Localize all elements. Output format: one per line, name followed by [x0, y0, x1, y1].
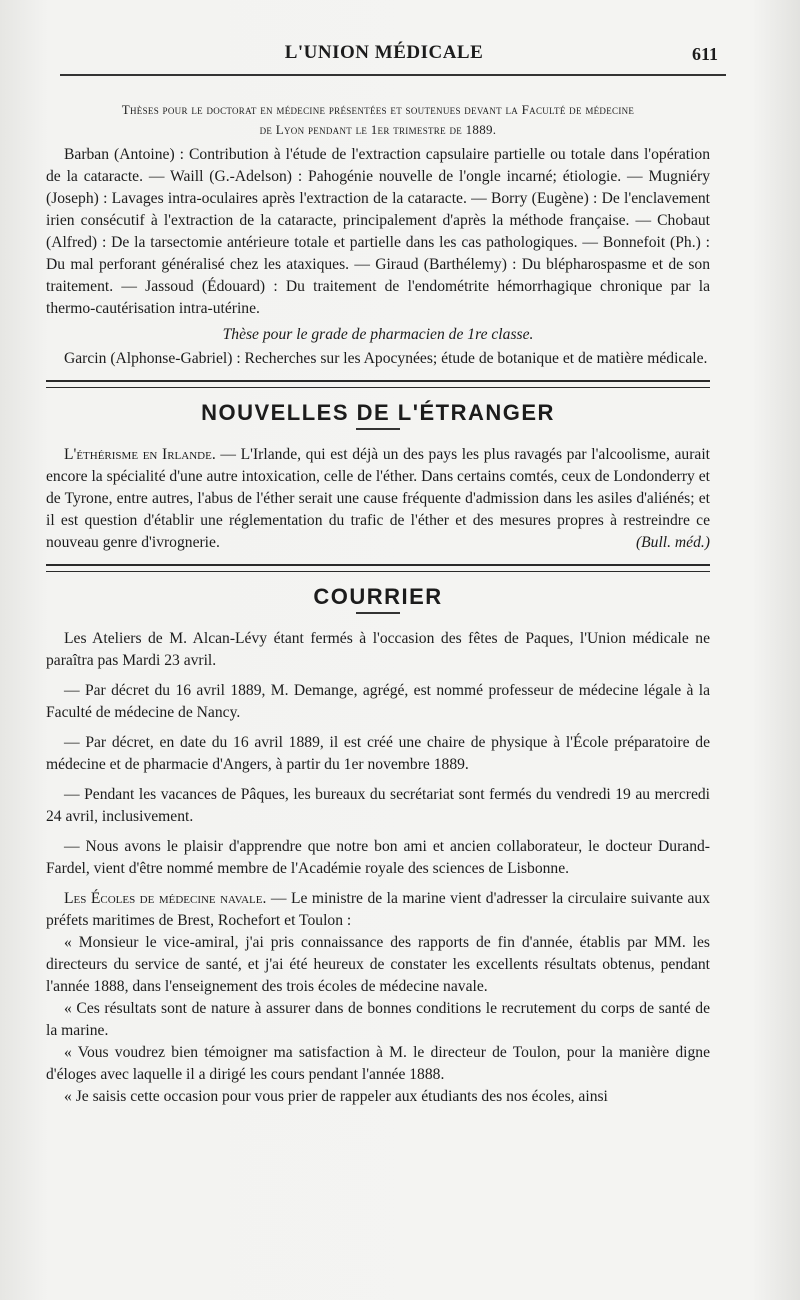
circular-quote: « Vous voudrez bien témoigner ma satisfaction à M. le directeur de Toulon, pour la manière digne d'éloges avec laquelle il a dirigé les cours pendant l'année 1888.: [46, 1044, 710, 1083]
navale-body: — Le ministre de la marine vient d'adresser la circulaire suivante aux préfets maritimes de Brest, Rochefort et Toulon :: [46, 890, 710, 929]
theses-heading-line1: Thèses pour le doctorat en médecine présentées et soutenues devant la Faculté de médecine: [121, 102, 635, 117]
pharmacy-thesis-entry: Garcin (Alphonse-Gabriel) : Recherches sur les Apocynées; étude de botanique et de matière médicale.: [64, 350, 708, 367]
nouvelles-article: [46, 444, 710, 554]
courrier-item: — Pendant les vacances de Pâques, les bureaux du secrétariat sont fermés du vendredi 19 au mercredi 24 avril, inclusivement.: [46, 786, 710, 825]
pharmacy-thesis-title: Thèse pour le grade de pharmacien de 1re classe.: [222, 326, 534, 343]
courrier-item: — Par décret du 16 avril 1889, M. Demange, agrégé, est nommé professeur de médecine légale à la Faculté de médecine de Nancy.: [46, 682, 710, 721]
page-number: 611: [691, 44, 718, 64]
theses-list: Barban (Antoine) : Contribution à l'étude de l'extraction capsulaire partielle ou totale dans l'opération de la cataracte. — Waill (G.-Adelson) : Pahogénie nouvelle de l'ongle incarné; étiologie. — Mugniéry (Joseph) : Lavages intra-oculaires après l'extraction de la cataracte. — Borry (Eugène) : De l'enclavement irien consécutif à l'extraction de la cataracte, principalement d'après la méthode française. — Chobaut (Alfred) : De la tarsectomie antérieure totale et partielle dans les cas pathologiques. — Bonnefoit (Ph.) : Du mal perforant généralisé chez les ataxiques. — Giraud (Barthélemy) : Du blépharospasme et de son traitement. — Jassoud (Édouard) : Du traitement de l'endométrite hémorrhagique chronique par la thermo-cautérisation intra-utérine.: [46, 146, 710, 317]
page-header: [60, 40, 718, 80]
nouvelles-source: (Bull. méd.): [635, 534, 710, 551]
courrier-item: — Par décret, en date du 16 avril 1889, il est créé une chaire de physique à l'École préparatoire de médecine et de pharmacie d'Angers, à partir du 1er novembre 1889.: [46, 734, 710, 773]
running-title: L'UNION MÉDICALE: [284, 42, 484, 63]
circular-quote: « Je saisis cette occasion pour vous prier de rappeler aux étudiants des nos écoles, ainsi: [64, 1088, 608, 1105]
theses-heading-line2: de Lyon pendant le 1er trimestre de 1889.: [259, 122, 497, 137]
title-underline: [356, 428, 400, 430]
theses-heading: [46, 100, 710, 140]
section-divider: [46, 380, 710, 388]
title-underline: [356, 612, 400, 614]
page-content: [46, 100, 710, 1108]
nouvelles-runin-title: L'éthérisme en Irlande.: [64, 446, 216, 463]
header-rule: [60, 74, 726, 76]
courrier-title: COURRIER: [313, 584, 443, 609]
circular-quote: « Ces résultats sont de nature à assurer dans de bonnes conditions le recrutement du corps de santé de la marine.: [46, 1000, 710, 1039]
section-divider: [46, 564, 710, 572]
nouvelles-title: NOUVELLES DE L'ÉTRANGER: [201, 400, 555, 425]
courrier-item: Les Ateliers de M. Alcan-Lévy étant fermés à l'occasion des fêtes de Paques, l'Union médicale ne paraîtra pas Mardi 23 avril.: [46, 630, 710, 669]
navale-runin-title: Les Écoles de médecine navale.: [64, 890, 267, 907]
courrier-item: — Nous avons le plaisir d'apprendre que notre bon ami et ancien collaborateur, le docteur Durand-Fardel, vient d'être nommé membre de l'Académie royale des sciences de Lisbonne.: [46, 838, 710, 877]
nouvelles-body: — L'Irlande, qui est déjà un des pays les plus ravagés par l'alcoolisme, aurait encore la spécialité d'une autre intoxication, celle de l'éther. Dans certains comtés, ceux de Londonderry et de Tyrone, entre autres, l'abus de l'éther serait une cause fréquente d'admission dans les asiles d'aliénés; et il est question d'établir une réglementation du trafic de l'éther et des mesures propres à restreindre ce nouveau genre d'ivrognerie.: [46, 446, 710, 551]
courrier-item-navale: [46, 888, 710, 932]
circular-quote: « Monsieur le vice-amiral, j'ai pris connaissance des rapports de fin d'année, établis par MM. les directeurs du service de santé, et j'ai été heureux de constater les excellents résultats obtenus, pendant l'année 1888, dans l'enseignement des trois écoles de médecine navale.: [46, 934, 710, 995]
